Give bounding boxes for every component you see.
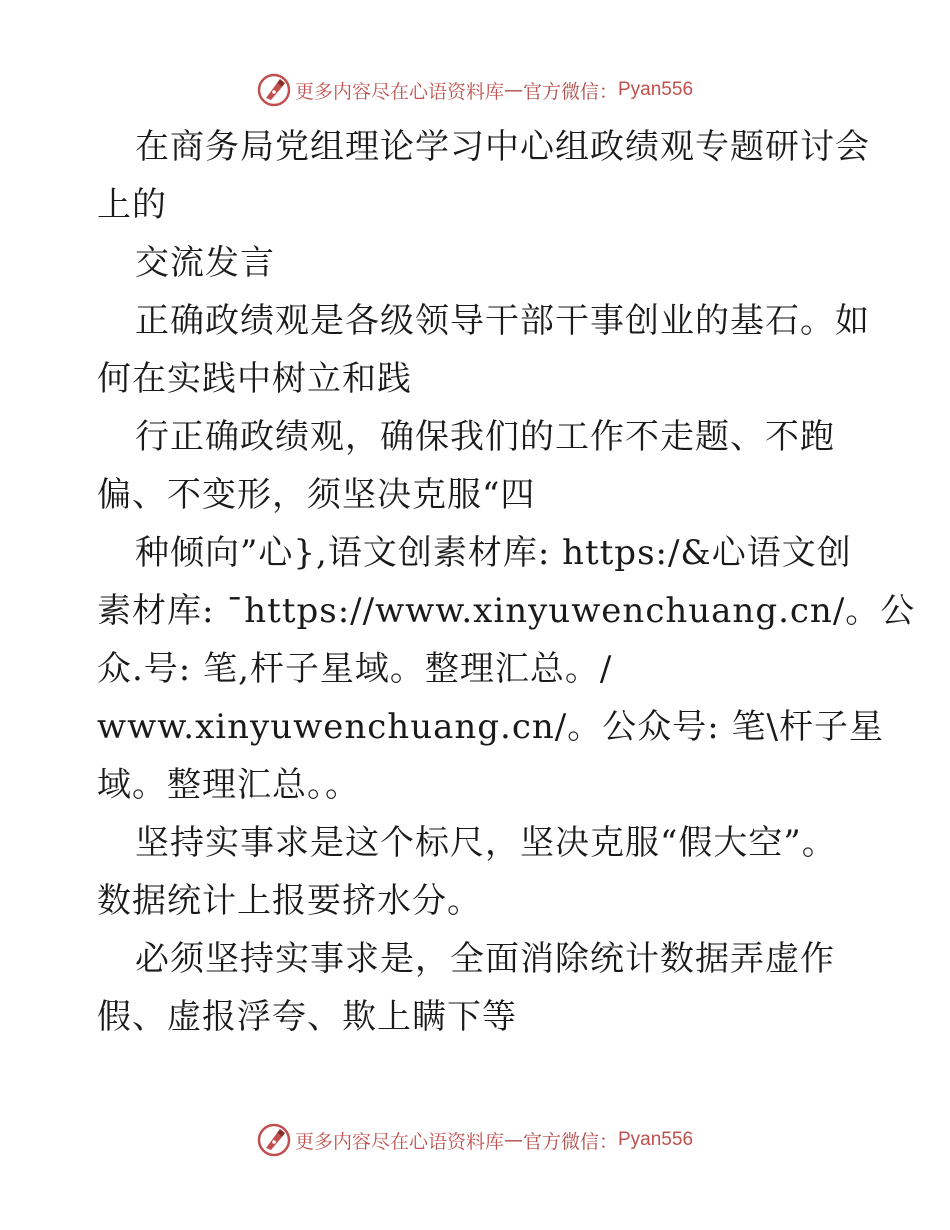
header-banner: [0, 70, 950, 110]
paragraph-line: 坚持实事求是这个标尺，坚决克服“假大空”。: [135, 823, 837, 863]
document-body: [97, 118, 916, 1046]
paragraph-line: 种倾向”心},语文创素材库: https:/&心语文创: [135, 533, 852, 573]
paragraph-line: 假、虚报浮夸、欺上瞒下等: [97, 997, 517, 1037]
paragraph-line: 何在实践中树立和践: [97, 359, 412, 399]
paragraph-line: 正确政绩观是各级领导干部干事创业的基石。如: [135, 301, 870, 341]
banner-main-text: 更多内容尽在心语资料库: [294, 80, 504, 103]
banner-dash: —: [503, 1129, 523, 1151]
pen-nib-logo-icon: [257, 73, 291, 107]
title-line-1: 在商务局党组理论学习中心组政绩观专题研讨会: [135, 127, 870, 167]
paragraph-line: www.xinyuwenchuang.cn/。公众号: 笔\杆子星: [97, 707, 884, 747]
banner-dash: —: [503, 79, 523, 101]
title-line-2: 上的: [97, 185, 167, 225]
subtitle-line: 交流发言: [135, 243, 275, 283]
paragraph-line: 域。整理汇总。。: [97, 765, 360, 805]
banner-wechat-label: 官方微信：: [522, 80, 618, 103]
paragraph-line: 数据统计上报要挤水分。: [97, 881, 482, 921]
pen-nib-logo-icon: [257, 1123, 291, 1157]
banner-wechat-id: Pyan556: [618, 1129, 694, 1150]
paragraph-line: 偏、不变形，须坚决克服“四: [97, 475, 536, 515]
paragraph-line: 行正确政绩观，确保我们的工作不走题、不跑: [135, 417, 835, 457]
banner-wechat-id: Pyan556: [618, 79, 694, 100]
paragraph-line: 素材库: ¯https://www.xinyuwenchuang.cn/。公: [97, 591, 916, 631]
banner-main-text: 更多内容尽在心语资料库: [294, 1130, 504, 1153]
paragraph-line: 众.号: 笔,杆子星域。整理汇总。/: [97, 649, 613, 689]
banner-wechat-label: 官方微信：: [522, 1130, 618, 1153]
paragraph-line: 必须坚持实事求是，全面消除统计数据弄虚作: [135, 939, 835, 979]
footer-banner: [0, 1120, 950, 1160]
